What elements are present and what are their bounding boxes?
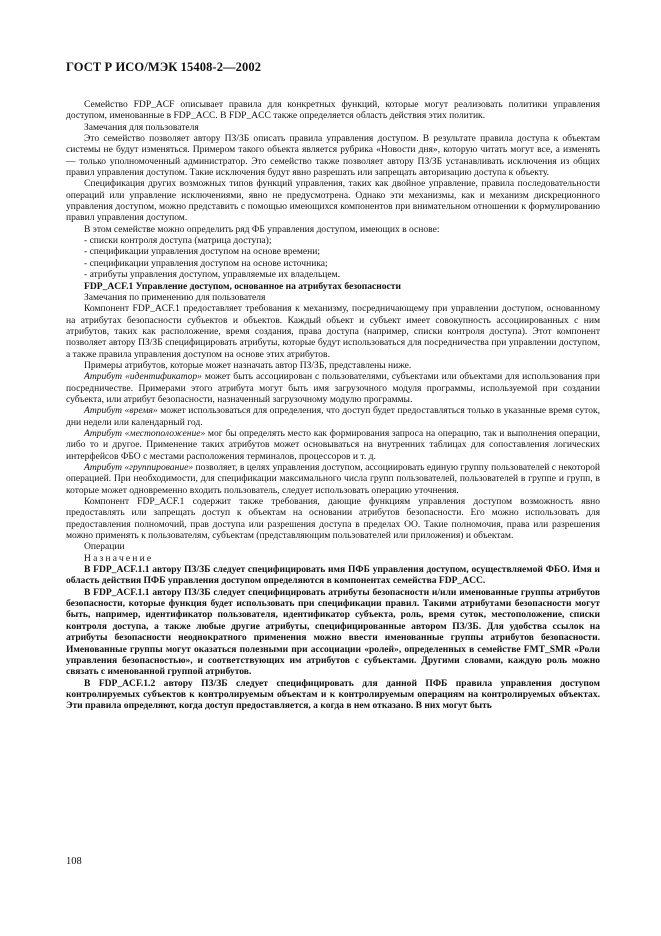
bold-paragraph: В FDP_ACF.1.1 автору ПЗ/ЗБ следует специфицировать имя ПФБ управления доступом, осуществляемой ФБО. Имя и область действия ПФБ управления доступом определяются в компонентах семейства FDP_ACC.	[66, 564, 600, 587]
attribute-paragraph	[66, 462, 600, 496]
list-item: - спецификации управления доступом на основе времени;	[84, 246, 321, 258]
paragraph: Это семейство позволяет автору ПЗ/ЗБ описать правила управления доступом. В результате правила доступа к объектам системы не будут изменяться. Примером такого объекта является рубрика «Новости дня», которую читать могут все, а изменять — только уполномоченный администратор. Это семейство также позволяет автору ПЗ/ЗБ устанавливать исключения из общих правил управления доступом. Такие исключения будут явно разрешать или запрещать авторизацию доступа к объекту.	[66, 133, 600, 179]
attribute-text: может использоваться для определения, что доступ будет предоставляться только в указанные время суток, дни недели или календарный год.	[66, 405, 600, 428]
subheading-assignment: Назначение	[84, 552, 154, 564]
subheading-operations: Операции	[84, 541, 125, 553]
attribute-paragraph	[66, 428, 600, 462]
page-header: ГОСТ Р ИСО/МЭК 15408-2—2002	[66, 60, 262, 74]
attribute-term: Атрибут «идентификатор»	[84, 371, 202, 383]
subheading-application-notes: Замечания по применению для пользователя	[84, 291, 266, 303]
attribute-term: Атрибут «время»	[84, 405, 158, 417]
list-item: - атрибуты управления доступом, управляемые их владельцем.	[84, 269, 341, 281]
attribute-text: позволяет, в целях управления доступом, ассоциировать единую группу пользователей с некоторой операцией. При необходимости, для спецификации максимального числа групп пользователей, пользователей в группе и групп, в которые может одновременно входить пользователь, следует использовать операцию уточнения.	[66, 462, 601, 496]
paragraph: Компонент FDP_ACF.1 содержит также требования, дающие функциям управления доступом возможность явно предоставлять или запрещать доступ к объектам на основании атрибутов безопасности. Его можно использовать для предоставления полномочий, прав доступа или разрешения доступа в пределах ОО. Такие полномочия, права или разрешения можно применять к пользователям, субъектам (представляющим пользователей или приложения) и объектам.	[66, 496, 600, 542]
component-heading: FDP_ACF.1 Управление доступом, основанное на атрибутах безопасности	[84, 280, 401, 292]
paragraph: Спецификация других возможных типов функций управления, таких как двойное управление, правила последовательности операций или управление исключениями, явно не предусмотрена. Однако эти механизмы, как и механизм дискреционного управления доступом, можно представить с помощью имеющихся компонентов при внимательном отношении к формулированию правил управления доступом.	[66, 178, 600, 224]
attribute-term: Атрибут «группирование»	[84, 462, 194, 473]
attribute-paragraph	[66, 371, 600, 405]
page-number: 108	[66, 856, 82, 867]
list-item: - спецификации управления доступом на основе источника;	[84, 257, 328, 269]
bold-paragraph: В FDP_ACF.1.2 автору ПЗ/ЗБ следует специфицировать для данной ПФБ правила управления доступом контролируемых субъектов к контролируемым объектам и к контролируемым операциям на контролируемых объектах. Эти правила определяют, когда доступ предоставляется, а когда в нем отказано. В них могут быть	[66, 677, 600, 712]
attribute-term: Атрибут «местоположение»	[84, 427, 206, 439]
subheading-user-notes: Замечания для пользователя	[84, 121, 199, 133]
document-body	[66, 99, 600, 712]
paragraph: Компонент FDP_ACF.1 предоставляет требования к механизму, посредничающему при управлении доступом, основанному на атрибутах безопасности субъектов и объектов. Каждый объект и субъект имеет совокупность ассоциированных с ним атрибутов, таких как расположение, время создания, права доступа (например, списки контроля доступа). Этот компонент позволяет автору ПЗ/ЗБ специфицировать атрибуты, которые будут использоваться для посредничества при управлении доступом, а также правила управления доступом на основе этих атрибутов.	[66, 303, 600, 360]
attribute-paragraph	[66, 405, 600, 428]
attribute-text: мог бы определять место как формирования запроса на операцию, так и выполнения операции, либо то и другое. Применение таких атрибутов может основываться на внутренних таблицах для сопоставления логических интерфейсов ФБО с местами расположения терминалов, процессоров и т. д.	[66, 427, 600, 462]
paragraph: Примеры атрибутов, которые может назначать автор ПЗ/ЗБ, представлены ниже.	[84, 359, 412, 371]
paragraph: Семейство FDP_ACF описывает правила для конкретных функций, которые могут реализовать политики управления доступом, именованные в FDP_ACC. В FDP_ACC также определяется область действия этих политик.	[66, 99, 600, 122]
attribute-text: может быть ассоциирован с пользователями, субъектами или объектами для использования при посредничестве. Примерами этого атрибута могут быть имя загрузочного модуля программы, используемой при создании субъекта, или атрибут безопасности, назначенный загрузочному модулю программы.	[66, 371, 601, 405]
bold-paragraph: В FDP_ACF.1.1 автору ПЗ/ЗБ следует специфицировать атрибуты безопасности и/или именованные группы атрибутов безопасности, которые функция будет использовать при спецификации правил. Такими атрибутами безопасности могут быть, например, идентификатор пользователя, идентификатор субъекта, роль, время суток, местоположение, списки контроля доступа, а также любые другие атрибуты, специфицированные автором ПЗ/ЗБ. Для удобства ссылок на атрибуты безопасности неоднократного применения можно ввести именованные группы атрибутов безопасности. Именованные группы могут оказаться полезными при ассоциации «ролей», определенных в семействе FMT_SMR «Роли управления безопасностью», и соответствующих им атрибутов с субъектами. Другими словами, каждую роль можно связать с именованной группой атрибутов.	[66, 586, 600, 678]
paragraph: В этом семействе можно определить ряд ФБ управления доступом, имеющих в основе:	[84, 223, 440, 235]
list-item: - списки контроля доступа (матрица доступа);	[84, 235, 272, 247]
